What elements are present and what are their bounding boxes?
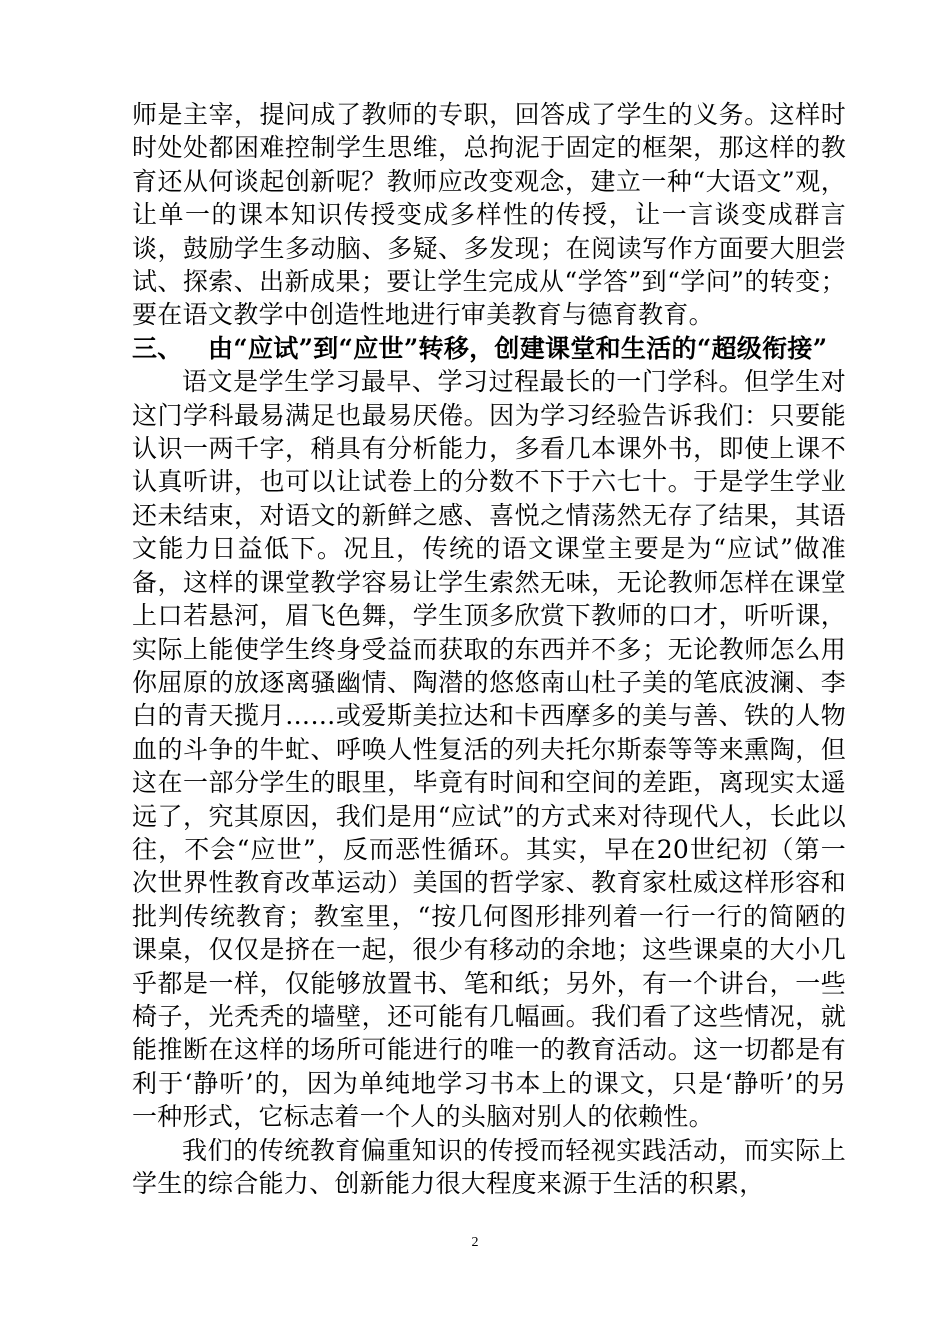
section-heading [132,332,846,365]
paragraph-1: 语文是学生学习最早、学习过程最长的一门学科。但学生对这门学科最易满足也最易厌倦。因为学习经验告诉我们：只要能认识一两千字，稍具有分析能力，多看几本课外书，即使上课不认真听讲，也可以让试卷上的分数不下于六七十。于是学生学业还未结束，对语文的新鲜之感、喜悦之情荡然无存了结果，其语文能力日益低下。况且，传统的语文课堂主要是为“应试”做准备，这样的课堂教学容易让学生索然无味，无论教师怎样在课堂上口若悬河，眉飞色舞，学生顶多欣赏下教师的口才，听听课，实际上能使学生终身受益而获取的东西并不多；无论教师怎么用你屈原的放逐离骚幽情、陶潜的悠悠南山杜子美的笔底波澜、李白的青天揽月……或爱斯美拉达和卡西摩多的美与善、铁的人物血的斗争的牛虻、呼唤人性复活的列夫托尔斯泰等等来熏陶，但这在一部分学生的眼里，毕竟有时间和空间的差距，离现实太遥远了，究其原因，我们是用“应试”的方式来对待现代人，长此以往，不会“应世”，反而恶性循环。其实，早在20世纪初（第一次世界性教育改革运动）美国的哲学家、教育家杜威这样形容和批判传统教育；教室里，“按几何图形排列着一行一行的简陋的课桌，仅仅是挤在一起，很少有移动的余地；这些课桌的大小几乎都是一样，仅能够放置书、笔和纸；另外，有一个讲台，一些椅子，光秃秃的墙壁，还可能有几幅画。我们看了这些情况，就能推断在这样的场所可能进行的唯一的教育活动。这一切都是有利于‘静听’的，因为单纯地学习书本上的课文，只是‘静听’的另一种形式，它标志着一个人的头脑对别人的依赖性。 [132,367,846,1132]
paragraph-continued: 师是主宰，提问成了教师的专职，回答成了学生的义务。这样时时处处都困难控制学生思维，总拘泥于固定的框架，那这样的教育还从何谈起创新呢？教师应改变观念，建立一种“大语文”观，让单一的课本知识传授变成多样性的传授，让一言谈变成群言谈，鼓励学生多动脑、多疑、多发现；在阅读写作方面要大胆尝试、探索、出新成果；要让学生完成从“学答”到“学问”的转变；要在语文教学中创造性地进行审美教育与德育教育。 [132,100,846,330]
paragraph-2: 我们的传统教育偏重知识的传授而轻视实践活动，而实际上学生的综合能力、创新能力很大程度来源于生活的积累， [132,1135,846,1198]
page-number: 2 [471,1235,479,1250]
section-title: 由“应试”到“应世”转移，创建课堂和生活的“超级衔接” [208,333,828,363]
body-text [132,98,846,1200]
section-number: 三、 [132,333,183,363]
